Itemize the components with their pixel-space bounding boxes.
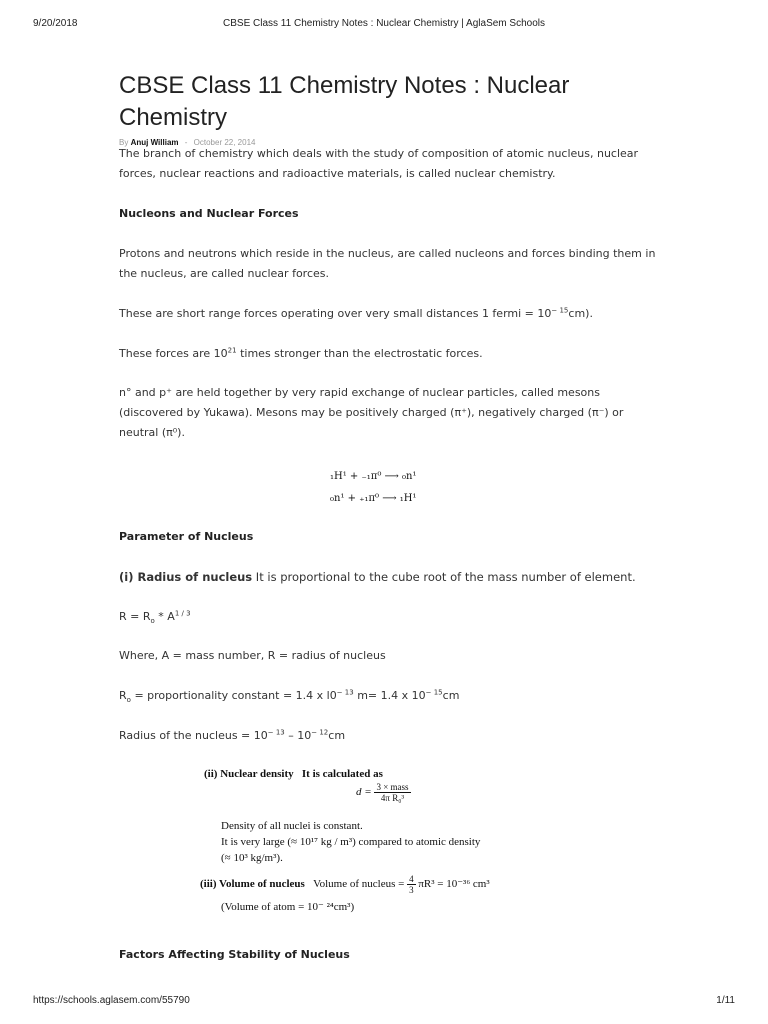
scanned-density-volume-image — [196, 766, 581, 916]
scan-volume-frac-num: 4 — [409, 874, 414, 884]
formula-r-sub: o — [150, 617, 155, 626]
formula-r-text: R = R — [119, 610, 151, 623]
scan-constant: Density of all nuclei is constant. — [221, 820, 363, 832]
radius-range-exp2: − 12 — [311, 728, 329, 737]
where-paragraph: Where, A = mass number, R = radius of nucleus — [119, 649, 386, 662]
print-url: https://schools.aglasem.com/55790 — [33, 995, 190, 1006]
scan-d-eq: d = — [356, 786, 372, 799]
equation-1: ₁H¹ + ₋₁π⁰ ⟶ ₀n¹ — [330, 471, 417, 482]
meson-equations — [330, 466, 470, 510]
radius-range-text: Radius of the nucleus = 10 — [119, 729, 268, 742]
scan-density-label: (ii) Nuclear density — [204, 768, 294, 780]
radius-range-unit: cm — [328, 729, 346, 742]
ro-mid2: m= 1.4 x 10 — [353, 689, 426, 702]
radius-text: It is proportional to the cube root of the mass number of element. — [252, 570, 636, 584]
ro-unit: cm — [442, 689, 460, 702]
mesons-paragraph: n° and p⁺ are held together by very rapid exchange of nuclear particles, called mesons (discovered by Yukawa). Mesons may be positively charged (π⁺), negatively charged (π⁻) or neutral (π⁰). — [119, 386, 624, 439]
short-range-text: These are short range forces operating over very small distances 1 fermi = 10 — [119, 307, 552, 320]
ro-paragraph — [119, 686, 659, 706]
scan-volume-text: Volume of nucleus = — [313, 878, 405, 891]
equation-2: ₀n¹ + ₊₁π⁰ ⟶ ₁H¹ — [330, 493, 417, 504]
radius-range-mid: – 10 — [284, 729, 312, 742]
scan-d-num: 3 × mass — [376, 782, 409, 792]
ro-text: R — [119, 689, 127, 702]
ro-sub: o — [126, 696, 131, 705]
print-header — [0, 18, 768, 32]
ro-mid1: = proportionality constant = 1.4 x l0 — [130, 689, 337, 702]
author-link[interactable]: Anuj William — [130, 138, 179, 147]
scan-d-den: 4π R₀³ — [380, 793, 405, 803]
heading-factors: Factors Affecting Stability of Nucleus — [119, 948, 350, 961]
radius-label: (i) Radius of nucleus — [119, 570, 253, 584]
nucleons-paragraph: Protons and neutrons which reside in the nucleus, are called nucleons and forces binding them in the nucleus, are called nuclear forces. — [119, 247, 656, 280]
ro-exp1: − 13 — [336, 688, 354, 697]
publish-date: October 22, 2014 — [193, 138, 256, 147]
radius-paragraph — [119, 567, 659, 587]
radius-range-exp1: − 13 — [267, 728, 285, 737]
byline-by: By — [119, 138, 129, 147]
scan-volume-fraction — [407, 874, 416, 895]
formula-r-exp: 1 / 3 — [174, 609, 191, 618]
short-range-paragraph — [119, 304, 659, 324]
radius-formula — [119, 607, 659, 627]
radius-range-paragraph — [119, 726, 659, 746]
stronger-exp: 21 — [227, 346, 237, 355]
print-page-title: CBSE Class 11 Chemistry Notes : Nuclear Chemistry | AglaSem Schools — [223, 18, 545, 29]
short-range-exp: − 15 — [551, 306, 569, 315]
heading-parameter: Parameter of Nucleus — [119, 530, 254, 543]
ro-exp2: − 15 — [425, 688, 443, 697]
stronger-text: These forces are 10 — [119, 347, 228, 360]
print-footer — [0, 995, 768, 1009]
print-page-number: 1/11 — [716, 995, 735, 1006]
scan-density-fraction — [374, 782, 410, 803]
scan-large: It is very large (≈ 10¹⁷ kg / m³) compared to atomic density — [221, 836, 481, 848]
scan-volume-label: (iii) Volume of nucleus — [200, 878, 305, 891]
stronger-rest: times stronger than the electrostatic forces. — [236, 347, 483, 360]
scan-volume-frac-den: 3 — [409, 885, 414, 895]
scan-atom: (Volume of atom = 10⁻ ²⁴cm³) — [221, 901, 355, 913]
scan-large-2: (≈ 10³ kg/m³). — [221, 852, 283, 864]
heading-nucleons: Nucleons and Nuclear Forces — [119, 207, 299, 220]
article-header — [119, 70, 659, 147]
print-date: 9/20/2018 — [33, 18, 78, 29]
scan-volume-rest: πR³ = 10⁻³⁶ cm³ — [418, 878, 490, 891]
intro-paragraph: The branch of chemistry which deals with the study of composition of atomic nucleus, nuclear forces, nuclear reactions and radioactive materials, is called nuclear chemistry. — [119, 147, 639, 180]
scan-density-text: It is calculated as — [301, 768, 383, 780]
formula-r-mid: * A — [154, 610, 175, 623]
byline-separator: - — [184, 138, 188, 147]
short-range-unit: cm). — [568, 307, 593, 320]
article-title: CBSE Class 11 Chemistry Notes : Nuclear Chemistry — [119, 72, 570, 131]
stronger-paragraph — [119, 344, 659, 364]
